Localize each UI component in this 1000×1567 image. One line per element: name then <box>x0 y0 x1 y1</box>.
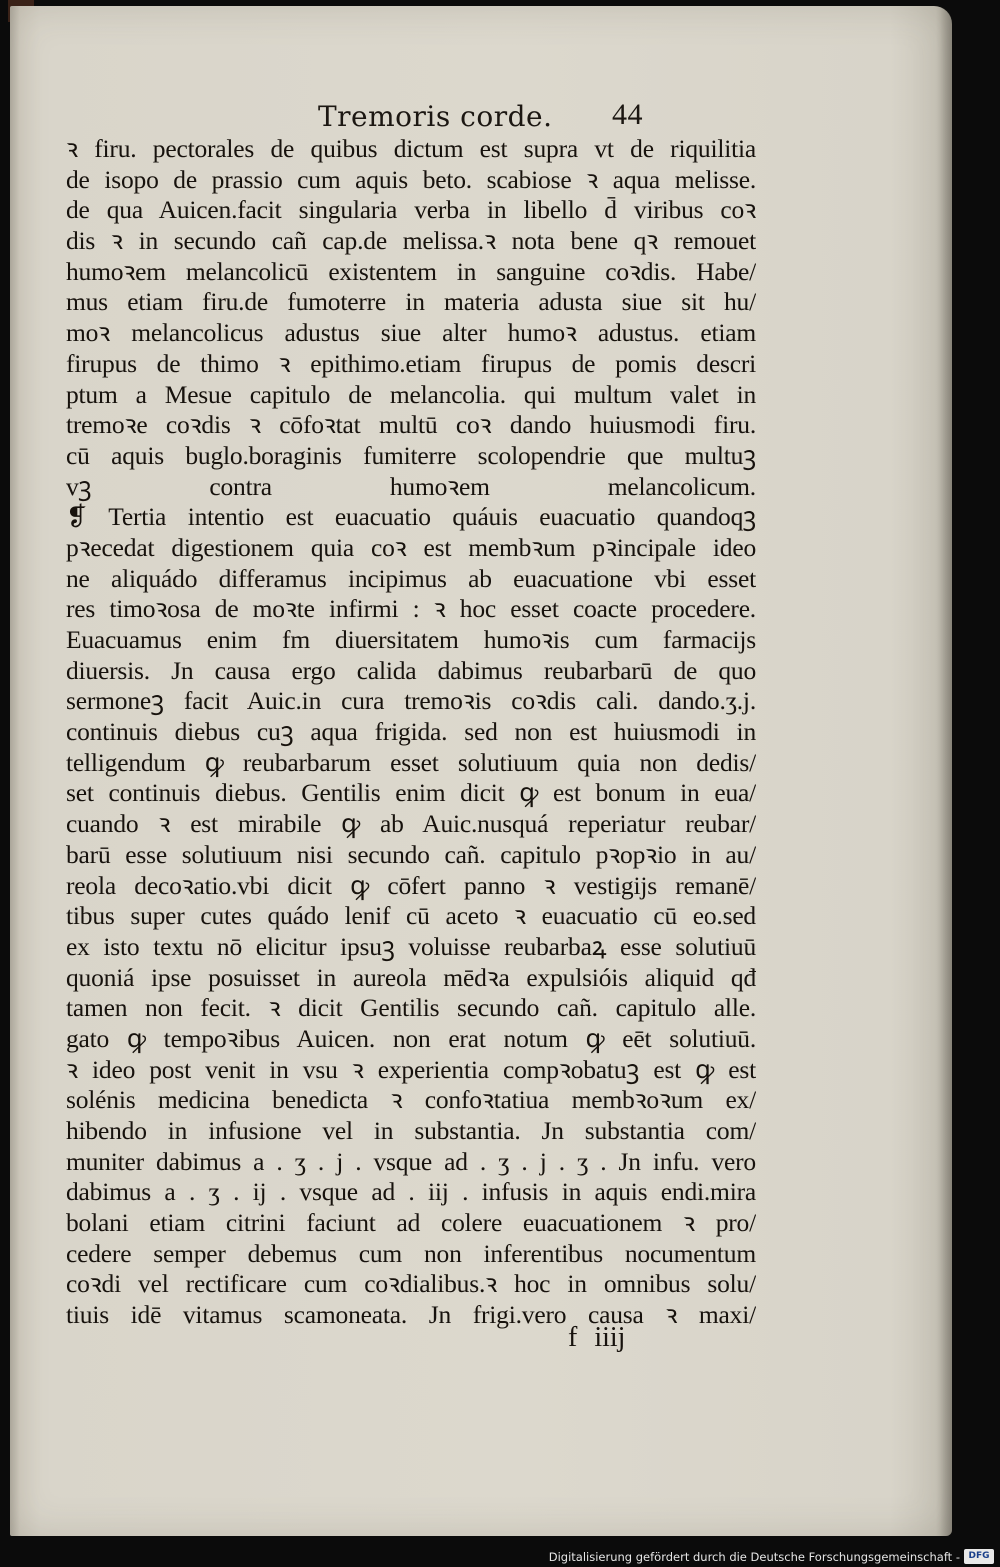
text-line: quoniá ipse posuisset in aureola mēdꝛa expulsióis aliquid qđ <box>66 962 756 992</box>
text-line: diuersis. Jn causa ergo calida dabimus reubarbarū de quo <box>66 655 756 685</box>
signature-mark: f iiij <box>568 1322 626 1353</box>
text-line: tibus super cutes quádo lenif cū aceto ꝛ euacuatio cū eo.sed <box>66 901 756 931</box>
text-line: de qua Auicen.facit singularia verba in libello d̄ viribus coꝛ <box>66 195 756 225</box>
text-line: dis ꝛ in secundo cañ cap.de melissa.ꝛ nota bene qꝛ remouet <box>66 226 756 256</box>
text-line: gato ꝙ tempoꝛibus Auicen. non erat notum ꝙ eēt solutiuū. <box>66 1023 756 1053</box>
text-line: sermoneꝫ facit Auic.in cura tremoꝛis coꝛdis cali. dando.ʒ.j. <box>66 686 756 716</box>
text-line: bolani etiam citrini faciunt ad colere euacuationem ꝛ pro/ <box>66 1208 756 1238</box>
text-line: moꝛ melancolicus adustus siue alter humoꝛ adustus. etiam <box>66 318 756 348</box>
text-line: ex isto textu nō elicitur ipsuꝫ voluisse reubarbaꝝ esse solutiuū <box>66 931 756 961</box>
text-line: solénis medicina benedicta ꝛ confoꝛtatiua membꝛoꝛum ex/ <box>66 1085 756 1115</box>
text-line: ❡ Tertia intentio est euacuatio quáuis euacuatio quandoqꝫ <box>66 502 756 532</box>
text-line: ne aliquádo differamus incipimus ab euacuatione vbi esset <box>66 563 756 593</box>
text-line: vꝫ contra humoꝛem melancolicum. <box>66 471 756 501</box>
text-line: cū aquis buglo.boraginis fumiterre scolopendrie que multuꝫ <box>66 440 756 470</box>
text-line: ꝛ firu. pectorales de quibus dictum est supra vt de riquilitia <box>66 134 756 163</box>
text-line: ꝛ ideo post venit in vsu ꝛ experientia compꝛobatuꝫ est ꝙ est <box>66 1054 756 1084</box>
folio-number: 44 <box>612 98 643 131</box>
text-line: dabimus a . ʒ . ij . vsque ad . iij . infusis in aquis endi.mira <box>66 1177 756 1207</box>
text-line: barū esse solutiuum nisi secundo cañ. capitulo pꝛopꝛio in au/ <box>66 839 756 869</box>
text-line: cuando ꝛ est mirabile ꝙ ab Auic.nusquá reperiatur reubar/ <box>66 809 756 839</box>
text-line: tamen non fecit. ꝛ dicit Gentilis secundo cañ. capitulo alle. <box>66 993 756 1023</box>
text-line: res timoꝛosa de moꝛte infirmi : ꝛ hoc esset coacte procedere. <box>66 594 756 624</box>
text-line: coꝛdi vel rectificare cum coꝛdialibus.ꝛ hoc in omnibus solu/ <box>66 1269 756 1299</box>
text-block <box>66 134 756 1331</box>
text-line: telligendum ꝙ reubarbarum esset solutiuum quia non dedis/ <box>66 747 756 777</box>
text-line: muniter dabimus a . ʒ . j . vsque ad . ʒ . j . ʒ . Jn infu. vero <box>66 1146 756 1176</box>
text-line: tiuis idē vitamus scamoneata. Jn frigi.vero causa ꝛ maxi/ <box>66 1300 756 1330</box>
text-line: tremoꝛe coꝛdis ꝛ cōfoꝛtat multū coꝛ dando huiusmodi firu. <box>66 410 756 440</box>
text-line: Euacuamus enim fm diuersitatem humoꝛis cum farmacijs <box>66 625 756 654</box>
text-line: firupus de thimo ꝛ epithimo.etiam firupus de pomis descri <box>66 348 756 378</box>
text-line: reola decoꝛatio.vbi dicit ꝙ cōfert panno ꝛ vestigijs remanē/ <box>66 870 756 900</box>
text-line: humoꝛem melancolicū existentem in sanguine coꝛdis. Habe/ <box>66 256 756 286</box>
digitization-credit: Digitalisierung gefördert durch die Deutsche Forschungsgemeinschaft - <box>548 1550 960 1564</box>
text-line: de isopo de prassio cum aquis beto. scabiose ꝛ aqua melisse. <box>66 164 756 194</box>
running-title: Tremoris corde. <box>318 100 553 133</box>
text-line: pꝛecedat digestionem quia coꝛ est membꝛum pꝛincipale ideo <box>66 532 756 562</box>
text-line: continuis diebus cuꝫ aqua frigida. sed non est huiusmodi in <box>66 717 756 747</box>
dfg-logo: DFG <box>964 1549 994 1564</box>
text-line: ptum a Mesue capitulo de melancolia. qui multum valet in <box>66 379 756 409</box>
text-line: set continuis diebus. Gentilis enim dicit ꝙ est bonum in eua/ <box>66 778 756 808</box>
text-line: cedere semper debemus cum non inferentibus nocumentum <box>66 1238 756 1268</box>
text-line: hibendo in infusione vel in substantia. Jn substantia com/ <box>66 1116 756 1145</box>
text-line: mus etiam firu.de fumoterre in materia adusta siue sit hu/ <box>66 287 756 317</box>
page-edge <box>936 6 952 1536</box>
